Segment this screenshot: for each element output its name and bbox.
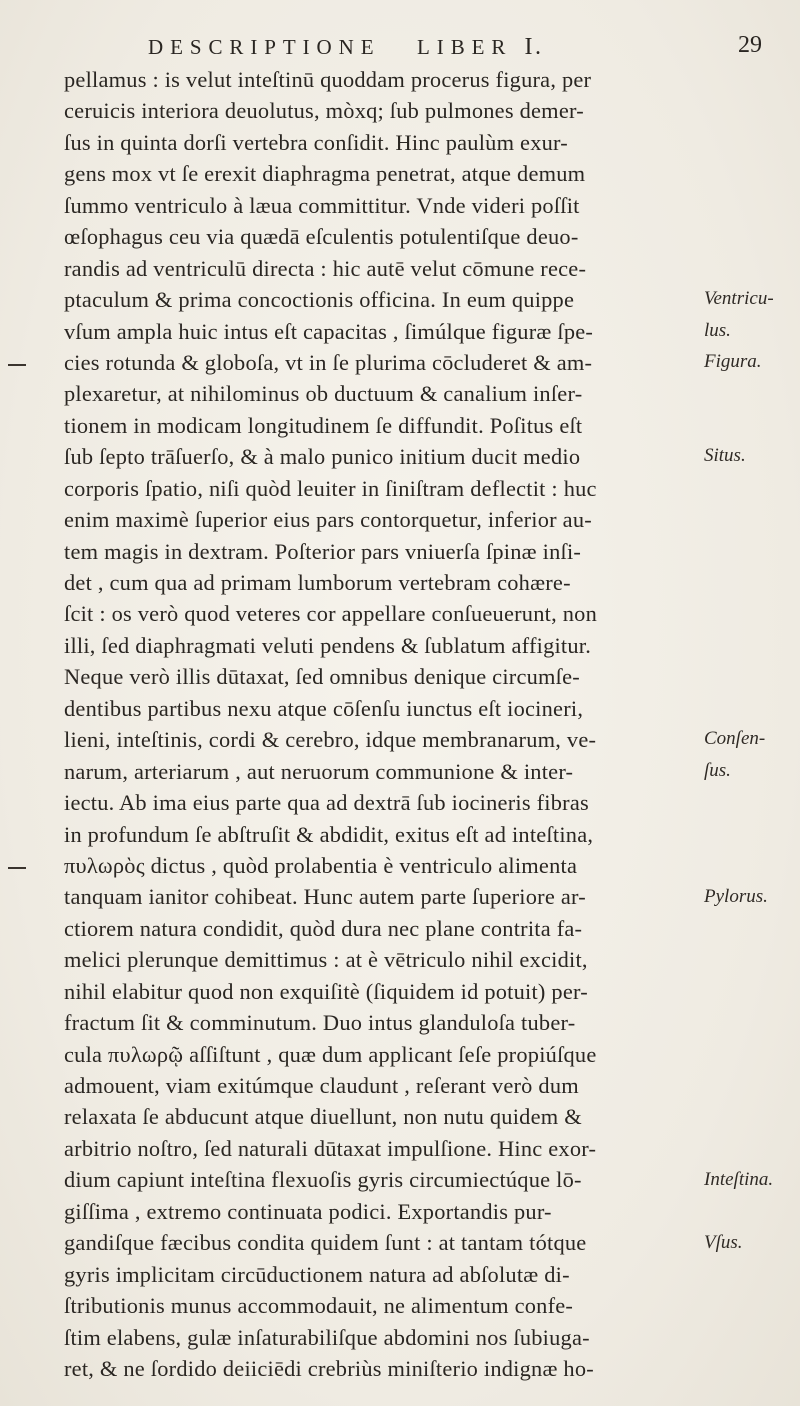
text-line: ſub ſepto trāſuerſo, & à malo punico initium ducit medio <box>64 444 581 470</box>
margin-note: Situs. <box>704 445 746 467</box>
text-line: randis ad ventriculū directa : hic autē velut cōmune rece- <box>64 255 587 281</box>
text-line: pellamus : is velut inteſtinū quoddam procerus figura, per <box>64 67 592 92</box>
margin-note: Vſus. <box>704 1231 743 1253</box>
text-line: melici plerunque demittimus : at è vētriculo nihil excidit, <box>64 947 588 973</box>
text-line: enim maximè ſuperior eius pars contorquetur, inferior au- <box>64 507 592 533</box>
text-line: ſcit : os verò quod veteres cor appellare conſueuerunt, non <box>64 601 597 627</box>
margin-note: Conſen- <box>704 728 766 750</box>
text-line: det , cum qua ad primam lumborum vertebram cohære- <box>64 570 571 595</box>
text-line: arbitrio noſtro, ſed naturali dūtaxat impulſione. Hinc exor- <box>64 1135 597 1161</box>
text-line: Neque verò illis dūtaxat, ſed omnibus denique circumſe- <box>64 664 580 690</box>
text-line: ſtributionis munus accommodauit, ne alimentum confe- <box>64 1293 574 1319</box>
text-line: ſtim elabens, gulæ inſaturabiliſque abdomini nos ſubiuga- <box>64 1324 590 1350</box>
page-number: 29 <box>738 32 762 58</box>
text-line: gyris implicitam circūductionem natura ad abſolutæ di- <box>64 1261 570 1287</box>
text-line: admouent, viam exitúmque claudunt , reſerant verò dum <box>64 1073 579 1098</box>
margin-dash-mark <box>8 364 26 366</box>
text-line: iectu. Ab ima eius parte qua ad dextrā ſub iocineris fibras <box>64 790 589 816</box>
margin-note: Inteſtina. <box>704 1168 774 1190</box>
text-line: lieni, inteſtinis, cordi & cerebro, idque membranarum, ve- <box>64 727 597 753</box>
running-head <box>148 34 668 61</box>
text-line: ceruicis interiora deuolutus, mòxq; ſub pulmones demer- <box>64 98 584 124</box>
text-line: gandiſque fæcibus condita quidem ſunt : at tantam tótque <box>64 1230 587 1256</box>
text-line: fractum ſit & comminutum. Duo intus glanduloſa tuber- <box>64 1010 576 1036</box>
text-line: tionem in modicam longitudinem ſe diffundit. Poſitus eſt <box>64 412 583 438</box>
text-line: ſummo ventriculo à læua committitur. Vnde videri poſſit <box>64 192 580 218</box>
text-line: ptaculum & prima concoctionis officina. In eum quippe <box>64 287 575 313</box>
text-line: corporis ſpatio, niſi quòd leuiter in ſiniſtram deflectit : huc <box>64 475 597 501</box>
body-text <box>64 64 724 1384</box>
margin-note: Figura. <box>704 351 762 373</box>
text-line: cula πυλωρῷ aſſiſtunt , quæ dum applicant ſeſe propiúſque <box>64 1041 597 1067</box>
text-line: narum, arteriarum , aut neruorum communione & inter- <box>64 758 574 784</box>
running-head-book: LIBER <box>417 35 513 59</box>
margin-note: lus. <box>704 319 731 341</box>
text-line: gens mox vt ſe erexit diaphragma penetrat, atque demum <box>64 161 586 187</box>
margin-dash-mark <box>8 867 26 869</box>
text-line: vſum ampla huic intus eſt capacitas , ſimúlque figuræ ſpe- <box>64 318 594 344</box>
text-line: œſophagus ceu via quædā eſculentis potulentiſque deuo- <box>64 224 579 250</box>
text-line: nihil elabitur quod non exquiſitè (ſiquidem id potuit) per- <box>64 978 588 1004</box>
text-line: πυλωρὸς dictus , quòd prolabentia è ventriculo alimenta <box>64 852 578 878</box>
text-line: cies rotunda & globoſa, vt in ſe plurima cōcluderet & am- <box>64 349 593 375</box>
margin-note: ſus. <box>704 759 731 781</box>
text-line: illi, ſed diaphragmati veluti pendens & ſublatum affigitur. <box>64 632 592 658</box>
text-line: tanquam ianitor cohibeat. Hunc autem parte ſuperiore ar- <box>64 884 586 910</box>
text-line: in profundum ſe abſtruſit & abdidit, exitus eſt ad inteſtina, <box>64 821 594 847</box>
text-line: ſus in quinta dorſi vertebra conſidit. Hinc paulùm exur- <box>64 129 568 155</box>
margin-note: Pylorus. <box>704 885 768 907</box>
margin-note: Ventricu- <box>704 288 774 310</box>
text-line: plexaretur, at nihilominus ob ductuum & canalium inſer- <box>64 381 583 407</box>
running-head-title: DESCRIPTIONE <box>148 35 381 59</box>
text-line: ret, & ne ſordido deiiciēdi crebriùs miniſterio indignæ ho- <box>64 1355 594 1381</box>
text-line: dium capiunt inteſtina flexuoſis gyris circumiectúque lō- <box>64 1167 582 1193</box>
text-line: tem magis in dextram. Poſterior pars vniuerſa ſpinæ inſi- <box>64 538 582 564</box>
text-line: ctiorem natura condidit, quòd dura nec plane contrita fa- <box>64 915 583 941</box>
running-head-book-number: I. <box>524 34 544 60</box>
text-line: relaxata ſe abducunt atque diuellunt, non nutu quidem & <box>64 1104 582 1130</box>
text-line: giſſima , extremo continuata podici. Exportandis pur- <box>64 1198 552 1224</box>
text-line: dentibus partibus nexu atque cōſenſu iunctus eſt iocineri, <box>64 695 584 721</box>
